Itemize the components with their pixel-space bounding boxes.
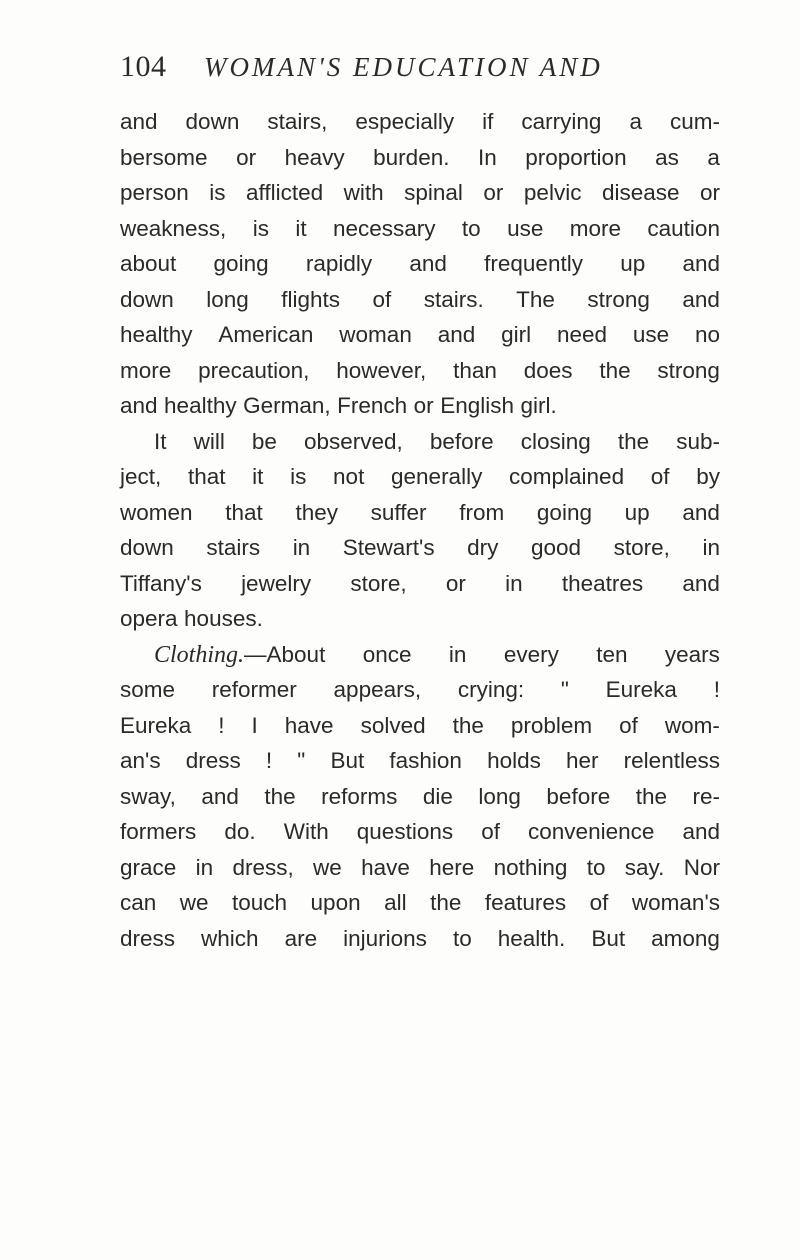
word: especially — [355, 109, 455, 134]
word: up — [620, 251, 646, 276]
word: disease — [601, 180, 680, 205]
word: the — [635, 783, 667, 809]
word: sub- — [676, 428, 720, 454]
word: German, — [243, 393, 331, 418]
word: and — [201, 783, 239, 809]
word: if — [482, 109, 494, 134]
word: all — [384, 890, 407, 915]
word: and — [120, 393, 158, 418]
word: say. — [624, 854, 665, 880]
word: In — [477, 144, 497, 170]
word: good — [530, 535, 582, 560]
word: jewelry — [241, 570, 312, 596]
word: going — [213, 251, 269, 276]
word: in — [448, 641, 467, 667]
word: no — [694, 322, 720, 347]
word: person — [120, 180, 189, 205]
word: use — [507, 215, 544, 241]
word: Stewart's — [342, 535, 435, 560]
word: dry — [467, 535, 499, 560]
text-line — [120, 672, 720, 708]
word: be — [251, 428, 277, 454]
word: grace — [120, 854, 177, 880]
word: can — [120, 890, 157, 915]
word: wom- — [664, 712, 720, 738]
word: injurions — [343, 925, 427, 951]
word: carrying — [521, 109, 602, 134]
word: the — [430, 890, 462, 915]
word: they — [295, 499, 338, 525]
word: Nor — [683, 854, 720, 880]
word: ject, — [120, 464, 162, 489]
word: we — [313, 854, 342, 880]
word: years — [664, 641, 720, 667]
word: we — [179, 890, 209, 915]
text-line — [120, 388, 720, 424]
word: caution — [647, 215, 720, 241]
word: among — [651, 925, 720, 951]
text-line — [120, 850, 720, 886]
word: however, — [336, 357, 427, 383]
word: strong — [657, 357, 720, 383]
text-line — [120, 140, 720, 176]
word: before — [429, 428, 494, 454]
text-line — [120, 637, 720, 673]
word: cum- — [669, 109, 720, 134]
word: I — [251, 712, 258, 738]
word: that — [225, 499, 263, 525]
word: theatres — [561, 570, 644, 596]
word: health. — [497, 925, 566, 951]
word: woman — [339, 322, 412, 347]
word: appears, — [333, 677, 422, 702]
word: which — [201, 925, 259, 951]
word: are — [284, 925, 318, 951]
word: every — [503, 641, 559, 667]
word: frequently — [484, 251, 583, 276]
word: down — [185, 109, 240, 134]
word: and — [409, 251, 447, 276]
text-line — [120, 424, 720, 460]
word: problem — [510, 712, 593, 738]
word: formers — [120, 819, 197, 844]
word: reformer — [211, 677, 297, 702]
word: from — [459, 499, 505, 525]
word: and — [682, 286, 720, 312]
text-line — [120, 175, 720, 211]
text-line — [120, 246, 720, 282]
word: about — [120, 251, 177, 276]
word: of — [589, 890, 609, 915]
word: not — [333, 464, 365, 489]
word: will — [193, 428, 225, 454]
word: holds — [487, 748, 541, 773]
word: relentless — [623, 748, 720, 773]
word: " — [297, 748, 306, 773]
running-head-title: WOMAN'S EDUCATION AND — [204, 52, 603, 82]
page-number: 104 — [120, 50, 167, 83]
word: But — [330, 748, 365, 773]
word: girl. — [520, 393, 557, 418]
word: that — [187, 464, 226, 489]
text-line — [120, 282, 720, 318]
word: or — [699, 180, 720, 205]
word: English — [440, 393, 514, 418]
word: nothing — [493, 854, 568, 880]
word: of — [619, 712, 638, 738]
word: pelvic — [523, 180, 582, 205]
text-line — [120, 459, 720, 495]
text-line — [120, 104, 720, 140]
text-line — [120, 779, 720, 815]
text-line — [120, 495, 720, 531]
text-line — [120, 743, 720, 779]
word: stairs, — [267, 109, 328, 134]
word: long — [206, 286, 249, 312]
text-line — [120, 566, 720, 602]
word: an's — [120, 748, 161, 773]
word: Eureka — [605, 677, 677, 702]
word: suffer — [370, 499, 427, 525]
word: generally — [391, 464, 483, 489]
word: Clothing.—About — [154, 637, 325, 673]
word: up — [624, 499, 650, 525]
word: sway, — [120, 783, 176, 809]
word: features — [484, 890, 567, 915]
word: is — [252, 215, 269, 241]
word: necessary — [332, 215, 436, 241]
word: upon — [310, 890, 361, 915]
word: questions — [356, 819, 454, 844]
word: woman's — [631, 890, 720, 915]
word: bersome — [120, 144, 208, 170]
word: down — [120, 535, 174, 560]
word: more — [120, 357, 172, 383]
word: is — [290, 464, 307, 489]
word: women — [120, 499, 193, 525]
word: of — [372, 286, 392, 312]
word: ! — [265, 748, 273, 773]
word: re- — [692, 783, 720, 809]
word: ! — [713, 677, 720, 702]
word: burden. — [373, 144, 450, 170]
word: going — [536, 499, 592, 525]
word: weakness, — [120, 215, 227, 241]
word: American — [218, 322, 314, 347]
word: do. — [224, 819, 256, 844]
word: dress — [120, 925, 176, 951]
word: of — [650, 464, 670, 489]
word: does — [523, 357, 573, 383]
word: to — [461, 215, 481, 241]
word: or — [413, 393, 434, 418]
word: and — [682, 819, 720, 844]
word: But — [591, 925, 626, 951]
word: have — [284, 712, 334, 738]
word: houses. — [184, 606, 263, 631]
word: than — [453, 357, 497, 383]
word: to — [452, 925, 472, 951]
body-text — [120, 104, 720, 956]
word: flights — [281, 286, 341, 312]
word: stairs — [206, 535, 261, 560]
word: die — [422, 783, 453, 809]
word: girl — [501, 322, 532, 347]
word: rapidly — [305, 251, 373, 276]
word: the — [452, 712, 484, 738]
word: use — [632, 322, 670, 347]
word: need — [556, 322, 607, 347]
word: it — [252, 464, 264, 489]
text-line — [120, 708, 720, 744]
word: reforms — [321, 783, 398, 809]
word: by — [696, 464, 720, 489]
word: or — [483, 180, 504, 205]
word: and — [682, 251, 720, 276]
word: solved — [360, 712, 426, 738]
word: dress, — [232, 854, 294, 880]
word: to — [586, 854, 606, 880]
word: spinal — [404, 180, 463, 205]
word: fashion — [389, 748, 462, 773]
word: stairs. — [423, 286, 484, 312]
text-line — [120, 353, 720, 389]
word: The — [516, 286, 555, 312]
word: heavy — [284, 144, 345, 170]
word: With — [283, 819, 329, 844]
word: once — [362, 641, 412, 667]
word: have — [361, 854, 410, 880]
word: it — [295, 215, 307, 241]
word: in — [702, 535, 720, 560]
word: and — [682, 570, 720, 596]
word: precaution, — [198, 357, 310, 383]
text-line — [120, 814, 720, 850]
word: Eureka — [120, 712, 192, 738]
word: store, — [350, 570, 407, 596]
word: or — [236, 144, 257, 170]
word: in — [195, 854, 214, 880]
text-line — [120, 601, 720, 637]
word: ten — [596, 641, 628, 667]
word: of — [481, 819, 500, 844]
word: here — [429, 854, 475, 880]
word: closing — [520, 428, 591, 454]
word: long — [478, 783, 521, 809]
word: with — [343, 180, 384, 205]
text-line — [120, 211, 720, 247]
word: observed, — [303, 428, 403, 454]
word: more — [569, 215, 622, 241]
word: It — [154, 428, 167, 454]
text-line — [120, 885, 720, 921]
word: and — [120, 109, 158, 134]
word: is — [209, 180, 226, 205]
word: " — [560, 677, 569, 702]
word: a — [707, 144, 720, 170]
word: Tiffany's — [120, 570, 202, 596]
word: the — [599, 357, 631, 383]
word: the — [264, 783, 296, 809]
word: crying: — [457, 677, 525, 702]
word: her — [566, 748, 599, 773]
word: ! — [218, 712, 225, 738]
word: and — [682, 499, 720, 525]
word: in — [292, 535, 311, 560]
word: opera — [120, 606, 178, 631]
word: as — [655, 144, 679, 170]
word: complained — [509, 464, 625, 489]
running-head — [120, 44, 720, 90]
word: convenience — [528, 819, 655, 844]
section-heading-italic: Clothing. — [154, 641, 245, 668]
text-line — [120, 317, 720, 353]
word: afflicted — [246, 180, 324, 205]
word: French — [337, 393, 408, 418]
word: healthy — [164, 393, 237, 418]
word: a — [629, 109, 642, 134]
word: healthy — [120, 322, 193, 347]
word: the — [617, 428, 650, 454]
word: proportion — [525, 144, 627, 170]
word: store, — [613, 535, 670, 560]
text-line — [120, 921, 720, 957]
word: and — [437, 322, 476, 347]
word: in — [505, 570, 523, 596]
text-line — [120, 530, 720, 566]
word: some — [120, 677, 176, 702]
word: or — [445, 570, 466, 596]
word: down — [120, 286, 174, 312]
word: strong — [587, 286, 650, 312]
word: touch — [232, 890, 288, 915]
word: before — [546, 783, 611, 809]
word: dress — [185, 748, 241, 773]
